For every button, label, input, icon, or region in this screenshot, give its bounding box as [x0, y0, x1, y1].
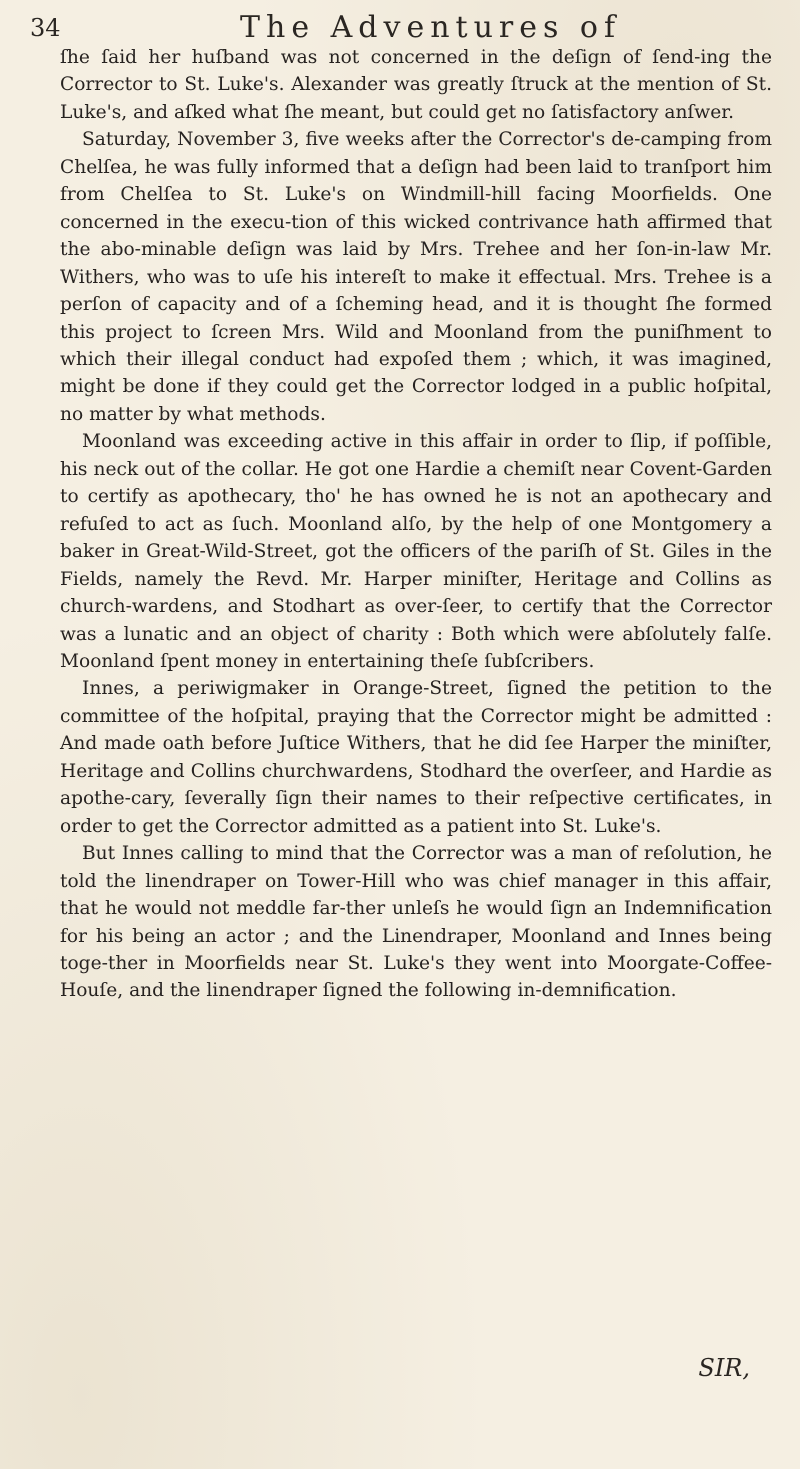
paragraph: Moonland was exceeding active in this affair in order to ſlip, if poſſible, his neck out of the collar. He got one Hardie a chemiſt near Covent-Garden to certify as apothecary, tho' he has owned he is not an apothecary and refuſed to act as ſuch. Moonland alſo, by the help of one Montgomery a baker in Great-Wild-Street, got the officers of the pariſh of St. Giles in the Fields, namely the Revd. Mr. Harper miniſter, Heritage and Collins as church-wardens, and Stodhart as over-ſeer, to certify that the Corrector was a lunatic and an object of charity : Both which were abſolutely falſe. Moonland ſpent money in entertaining theſe ſubſcribers. — [60, 431, 772, 672]
paragraph: But Innes calling to mind that the Corrector was a man of reſolution, he told the linendraper on Tower-Hill who was chief manager in this affair, that he would not meddle far-ther unleſs he would ſign an Indemnification for his being an actor ; and the Linendraper, Moonland and Innes being toge-ther in Moorfields near St. Luke's they went into Moorgate-Coffee-Houſe, and the linendraper ſigned the following in-demnification. — [60, 843, 772, 1002]
page-number: 34 — [30, 14, 61, 42]
paragraph: Saturday, November 3, five weeks after the Corrector's de-camping from Chelſea, he was fully informed that a deſign had been laid to tranſport him from Chelſea to St. Luke's on Windmill-hill facing Moorfields. One concerned in the execu-tion of this wicked contrivance hath affirmed that the abo-minable deſign was laid by Mrs. Trehee and her ſon-in-law Mr. Withers, who was to uſe his intereſt to make it effectual. Mrs. Trehee is a perſon of capacity and of a ſcheming head, and it is thought ſhe formed this project to ſcreen Mrs. Wild and Moonland from the puniſhment to which their illegal conduct had expoſed them ; which, it was imagined, might be done if they could get the Corrector lodged in a public hoſpital, no matter by what methods. — [60, 129, 772, 425]
running-head: The Adventures of — [240, 10, 622, 45]
paragraph: ſhe ſaid her huſband was not concerned in the deſign of ſend-ing the Corrector to St. Luke's. Alexander was greatly ſtruck at the mention of St. Luke's, and aſked what ſhe meant, but could get no ſatisfactory anſwer. — [60, 47, 772, 123]
paragraph: Innes, a periwigmaker in Orange-Street, ſigned the petition to the committee of the hoſpital, praying that the Corrector might be admitted : And made oath before Juſtice Withers, that he did ſee Harper the miniſter, Heritage and Collins churchwardens, Stodhard the overſeer, and Hardie as apothe-cary, ſeverally ſign their names to their reſpective certificates, in order to get the Corrector admitted as a patient into St. Luke's. — [60, 678, 772, 837]
catchword: SIR, — [698, 1354, 750, 1382]
body-text — [60, 44, 772, 1005]
